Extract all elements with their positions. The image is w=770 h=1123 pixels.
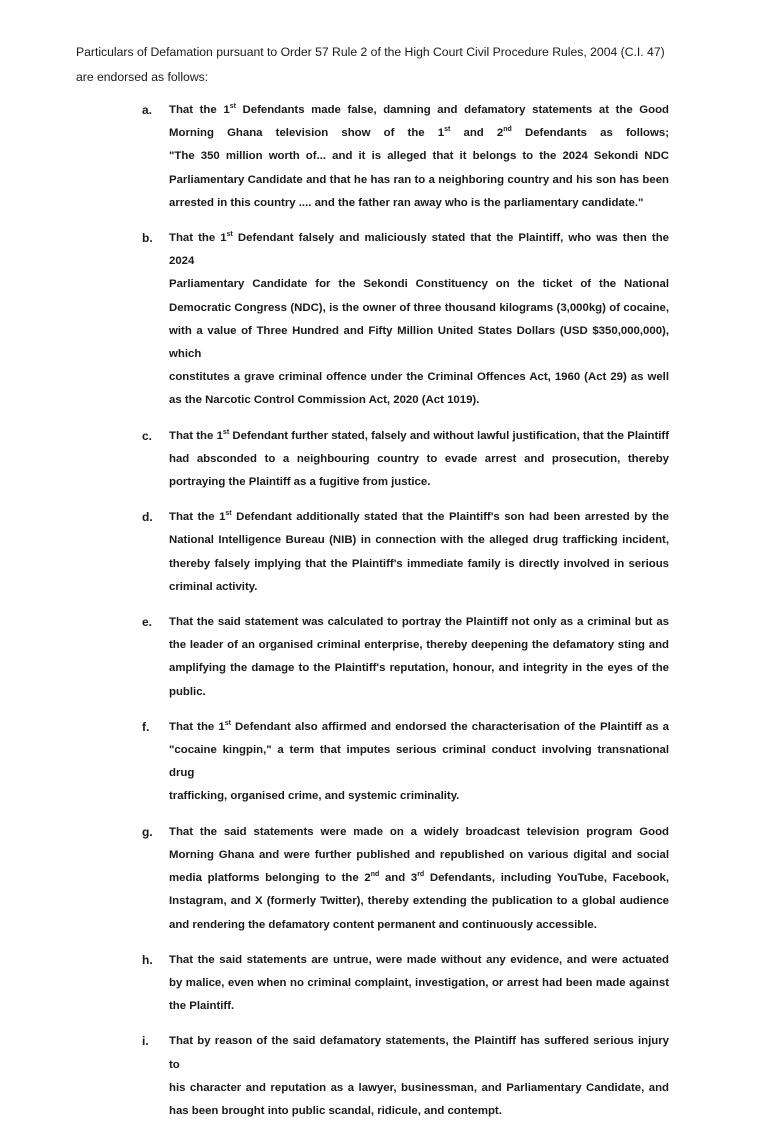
item-line: constitutes a grave criminal offence under the Criminal Offences Act, 1960 (Act 29) as well — [169, 371, 669, 384]
item-line: "The 350 million worth of... and it is alleged that it belongs to the 2024 Sekondi NDC — [169, 150, 669, 163]
particular-item — [76, 716, 710, 809]
item-letter: e. — [142, 615, 153, 630]
item-line: That the 1st Defendant further stated, falsely and without lawful justification, that the Plaintiff — [169, 428, 670, 442]
item-line: That by reason of the said defamatory statements, the Plaintiff has suffered serious injury to — [169, 1035, 669, 1071]
intro-line: are endorsed as follows: — [76, 70, 209, 84]
item-line: arrested in this country .... and the father ran away who is the parliamentary candidate." — [169, 196, 644, 209]
item-line: criminal activity. — [169, 580, 258, 593]
item-line: Morning Ghana television show of the 1st and 2nd Defendants as follows; — [169, 126, 669, 140]
item-line: That the 1st Defendant also affirmed and endorsed the characterisation of the Plaintiff as a — [169, 720, 669, 733]
item-line: National Intelligence Bureau (NIB) in connection with the alleged drug trafficking incident, — [169, 534, 669, 547]
intro-paragraph — [76, 40, 710, 90]
intro-line: Particulars of Defamation pursuant to Order 57 Rule 2 of the High Court Civil Procedure Rules, 2004 (C.I. 47) — [76, 45, 665, 59]
particular-item — [76, 99, 710, 215]
item-text — [169, 821, 669, 937]
item-line: That the said statement was calculated to portray the Plaintiff not only as a criminal but as — [169, 616, 669, 629]
item-letter: i. — [142, 1034, 149, 1049]
item-line: portraying the Plaintiff as a fugitive from justice. — [169, 476, 431, 489]
particular-item — [76, 949, 710, 1019]
item-text — [169, 611, 669, 704]
item-text — [169, 716, 669, 809]
item-line: and rendering the defamatory content permanent and continuously accessible. — [169, 918, 597, 931]
item-letter: a. — [142, 103, 153, 117]
item-text — [169, 1030, 669, 1123]
item-letter: h. — [142, 952, 153, 967]
item-line: the Plaintiff. — [169, 1000, 235, 1013]
item-line: That the 1st Defendants made false, damning and defamatory statements at the Good — [169, 103, 669, 116]
item-letter: f. — [142, 719, 150, 734]
item-line: thereby falsely implying that the Plaintiff's immediate family is directly involved in serious — [169, 557, 669, 570]
item-line: That the 1st Defendant additionally stated that the Plaintiff's son had been arrested by the — [169, 510, 669, 524]
item-line: had absconded to a neighbouring country to evade arrest and prosecution, thereby — [169, 452, 669, 465]
item-line: has been brought into public scandal, ridicule, and contempt. — [169, 1104, 502, 1117]
item-line: Parliamentary Candidate and that he has ran to a neighboring country and his son has been — [169, 173, 669, 186]
item-line: Morning Ghana and were further published and republished on various digital and social — [169, 848, 669, 861]
item-line: amplifying the damage to the Plaintiff's reputation, honour, and integrity in the eyes of the — [169, 662, 669, 675]
item-line: "cocaine kingpin," a term that imputes serious criminal conduct involving transnational drug — [169, 744, 669, 780]
item-line: with a value of Three Hundred and Fifty Million United States Dollars (USD $350,000,000), which — [169, 324, 669, 361]
item-line: media platforms belonging to the 2nd and 3rd Defendants, including YouTube, Facebook, — [169, 871, 669, 885]
item-letter: b. — [142, 231, 153, 246]
item-line: public. — [169, 685, 206, 698]
particular-item — [76, 821, 710, 937]
item-line: That the said statements are untrue, were made without any evidence, and were actuated — [169, 953, 669, 966]
item-line: as the Narcotic Control Commission Act, 2020 (Act 1019). — [169, 394, 480, 407]
item-letter: c. — [142, 428, 153, 443]
particular-item — [76, 611, 710, 704]
particular-item — [76, 227, 710, 413]
item-line: Democratic Congress (NDC), is the owner of three thousand kilograms (3,000kg) of cocaine, — [169, 301, 669, 314]
item-text — [169, 949, 669, 1019]
particulars-list — [76, 99, 710, 1123]
item-text — [169, 99, 669, 215]
item-line: his character and reputation as a lawyer, businessman, and Parliamentary Candidate, and — [169, 1081, 669, 1094]
item-line: Parliamentary Candidate for the Sekondi Constituency on the ticket of the National — [169, 278, 669, 291]
item-line: That the said statements were made on a widely broadcast television program Good — [169, 825, 669, 838]
particular-item — [76, 1030, 710, 1123]
item-line: That the 1st Defendant falsely and maliciously stated that the Plaintiff, who was then the 2024 — [169, 231, 669, 268]
particular-item — [76, 425, 710, 495]
particular-item — [76, 506, 710, 599]
item-text — [169, 425, 669, 495]
item-letter: d. — [142, 510, 153, 525]
item-line: the leader of an organised criminal enterprise, thereby deepening the defamatory sting and — [169, 639, 669, 652]
item-line: by malice, even when no criminal complaint, investigation, or arrest had been made against — [169, 976, 669, 989]
item-letter: g. — [142, 824, 153, 839]
item-text — [169, 506, 669, 599]
item-text — [169, 227, 669, 413]
item-line: trafficking, organised crime, and systemic criminality. — [169, 790, 460, 803]
item-line: Instagram, and X (formerly Twitter), thereby extending the publication to a global audience — [169, 895, 669, 908]
